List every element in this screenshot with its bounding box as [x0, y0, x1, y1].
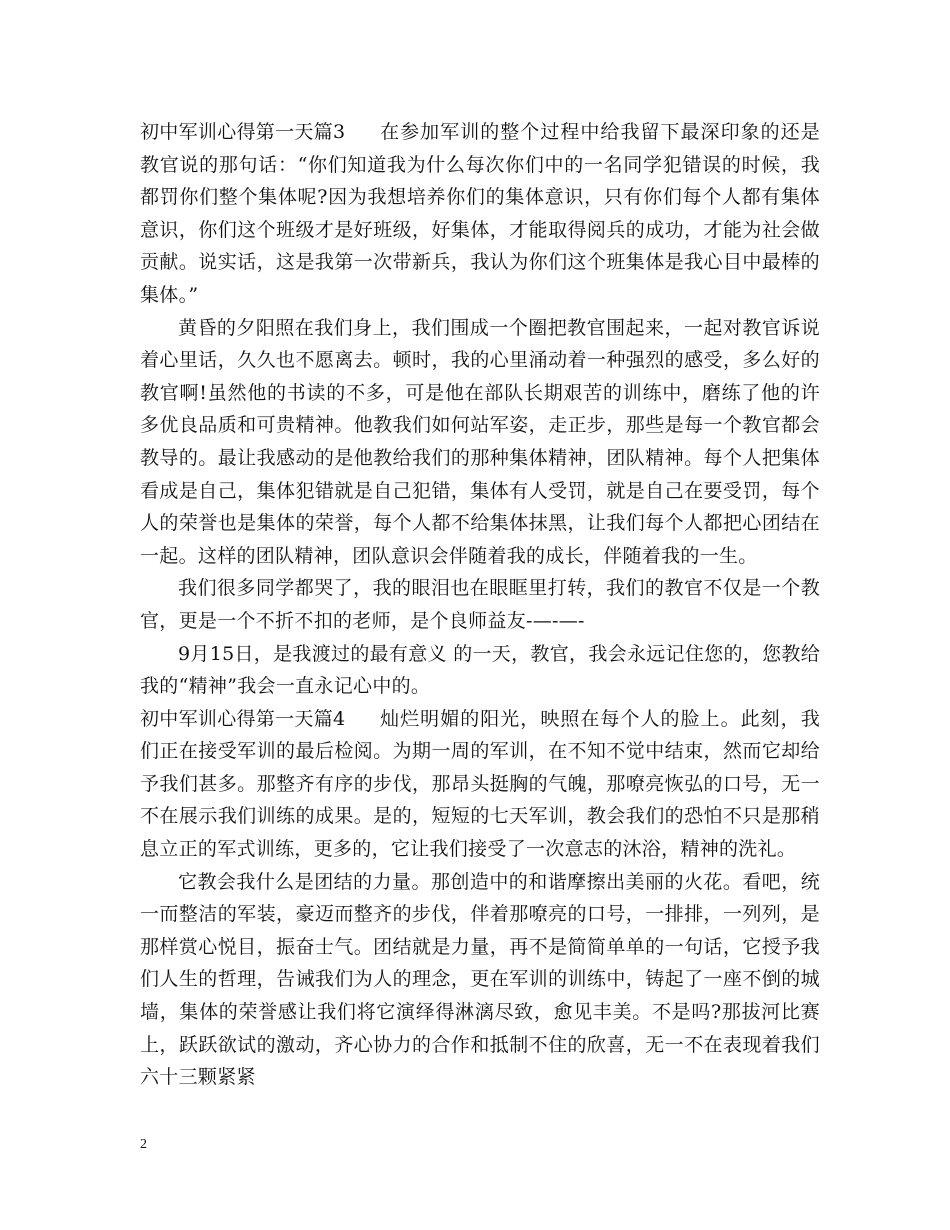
section4-p1-text: 灿烂明媚的阳光，映照在每个人的脸上。此刻，我们正在接受军训的最后检阅。为期一周的军训，在不知不觉中结束，然而它却给予我们甚多。那整齐有序的步伐，那昂头挺胸的气魄，那嘹亮恢弘的口号，无一不在展示我们训练的成果。是的，短短的七天军训，教会我们的恐怕不只是那稍息立正的军式训练，更多的，它让我们接受了一次意志的沐浴，精神的洗礼。: [140, 707, 820, 861]
section3-paragraph-1: [140, 116, 820, 312]
section4-paragraph-2: 它教会我什么是团结的力量。那创造中的和谐摩擦出美丽的火花。看吧，统一而整洁的军装，豪迈而整齐的步伐，伴着那嘹亮的口号，一排排，一列列，是那样赏心悦目，振奋士气。团结就是力量，再不是简简单单的一句话，它授予我们人生的哲理，告诫我们为人的理念，更在军训的训练中，铸起了一座不倒的城墙，集体的荣誉感让我们将它演绎得淋漓尽致，愈见丰美。不是吗?那拔河比赛上，跃跃欲试的激动，齐心协力的合作和抵制不住的欣喜，无一不在表现着我们六十三颗紧紧: [140, 870, 820, 1089]
page-content: [140, 116, 820, 1094]
section4-paragraph-1: [140, 703, 820, 866]
section3-paragraph-3: 我们很多同学都哭了，我的眼泪也在眼眶里打转，我们的教官不仅是一个教官，更是一个不折不扣的老师，是个良师益友-—-—-: [140, 577, 820, 632]
section3-paragraph-4: 9月15日，是我渡过的最有意义 的一天，教官，我会永远记住您的，您教给我的“精神”我会一直永记心中的。: [140, 642, 820, 698]
section3-p1-text: 在参加军训的整个过程中给我留下最深印象的还是教官说的那句话：“你们知道我为什么每次你们中的一名同学犯错误的时候，我都罚你们整个集体呢?因为我想培养你们的集体意识，只有你们每个人都有集体意识，你们这个班级才是好班级，好集体，才能取得阅兵的成功，才能为社会做贡献。说实话，这是我第一次带新兵，我认为你们这个班集体是我心目中最棒的集体。”: [140, 121, 820, 306]
section4-heading: 初中军训心得第一天篇4: [140, 707, 346, 730]
section3-heading: 初中军训心得第一天篇3: [140, 121, 346, 143]
section3-paragraph-2: 黄昏的夕阳照在我们身上，我们围成一个圈把教官围起来，一起对教官诉说着心里话，久久也不愿离去。顿时，我的心里涌动着一种强烈的感受，多么好的教官啊!虽然他的书读的不多，可是他在部队长期艰苦的训练中，磨练了他的许多优良品质和可贵精神。他教我们如何站军姿，走正步，那些是每一个教官都会教导的。最让我感动的是他教给我们的那种集体精神，团队精神。每个人把集体看成是自己，集体犯错就是自己犯错，集体有人受罚，就是自己在要受罚，每个人的荣誉也是集体的荣誉，每个人都不给集体抹黑，让我们每个人都把心团结在一起。这样的团队精神，团队意识会伴随着我的成长，伴随着我的一生。: [140, 316, 820, 567]
page-number: 2: [140, 1137, 147, 1152]
